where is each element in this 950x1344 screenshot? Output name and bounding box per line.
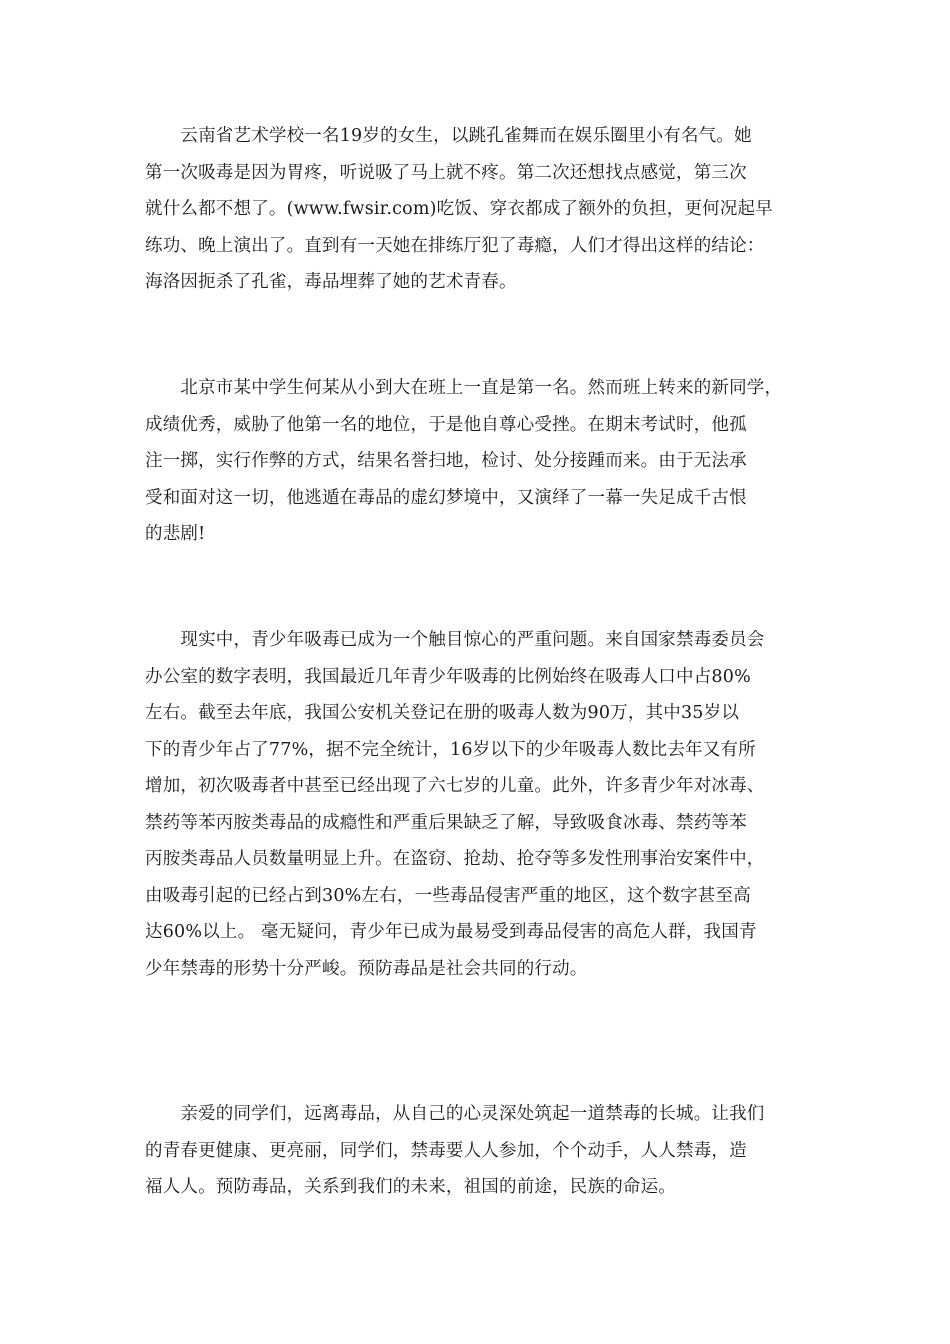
- paragraph-beijing-student: [145, 370, 805, 553]
- paragraph-line: 达60%以上。 毫无疑问，青少年已成为最易受到毒品侵害的高危人群，我国青: [145, 922, 757, 942]
- paragraph-line: 左右。截至去年底，我国公安机关登记在册的吸毒人数为90万，其中35岁以: [145, 703, 740, 723]
- paragraph-line: 现实中，青少年吸毒已成为一个触目惊心的严重问题。来自国家禁毒委员会: [145, 630, 765, 650]
- paragraph-line: 成绩优秀，威胁了他第一名的地位，于是他自尊心受挫。在期末考试时，他孤: [145, 414, 747, 435]
- paragraph-line: 海洛因扼杀了孔雀，毒品埋葬了她的艺术青春。: [145, 272, 517, 292]
- paragraph-line: 云南省艺术学校一名19岁的女生，以跳孔雀舞而在娱乐圈里小有名气。她: [145, 126, 752, 146]
- paragraph-line: 由吸毒引起的已经占到30%左右，一些毒品侵害严重的地区，这个数字甚至高: [145, 885, 751, 906]
- paragraph-appeal: [145, 1096, 805, 1206]
- paragraph-statistics: [145, 622, 805, 987]
- paragraph-line: 注一掷，实行作弊的方式，结果名誉扫地，检讨、处分接踵而来。由于无法承: [145, 451, 747, 471]
- paragraph-line: 的悲剧!: [145, 524, 206, 544]
- paragraph-line: 受和面对这一切，他逃遁在毒品的虚幻梦境中，又演绎了一幕一失足成千古恨: [145, 487, 747, 508]
- paragraph-line: 第一次吸毒是因为胃疼，听说吸了马上就不疼。第二次还想找点感觉，第三次: [145, 162, 747, 183]
- paragraph-line: 亲爱的同学们，远离毒品，从自己的心灵深处筑起一道禁毒的长城。让我们: [145, 1104, 765, 1124]
- paragraph-line: 禁药等苯丙胺类毒品的成瘾性和严重后果缺乏了解，导致吸食冰毒、禁药等苯: [145, 812, 747, 833]
- paragraph-line: 练功、晚上演出了。直到有一天她在排练厅犯了毒瘾，人们才得出这样的结论：: [145, 235, 765, 256]
- paragraph-line: 下的青少年占了77%，据不完全统计，16岁以下的少年吸毒人数比去年又有所: [145, 739, 756, 760]
- paragraph-line: 的青春更健康、更亮丽，同学们，禁毒要人人参加，个个动手，人人禁毒，造: [145, 1140, 747, 1161]
- paragraph-line: 福人人。预防毒品，关系到我们的未来，祖国的前途，民族的命运。: [145, 1177, 676, 1197]
- paragraph-line: 就什么都不想了。(www.fwsir.com)吃饭、穿衣都成了额外的负担，更何况起早: [145, 199, 773, 219]
- paragraph-yunnan-student: [145, 118, 805, 301]
- paragraph-line: 少年禁毒的形势十分严峻。预防毒品是社会共同的行动。: [145, 958, 588, 979]
- paragraph-line: 增加，初次吸毒者中甚至已经出现了六七岁的儿童。此外，许多青少年对冰毒、: [145, 776, 765, 796]
- paragraph-line: 丙胺类毒品人员数量明显上升。在盗窃、抢劫、抢夺等多发性刑事治安案件中，: [145, 849, 765, 869]
- paragraph-line: 办公室的数字表明，我国最近几年青少年吸毒的比例始终在吸毒人口中占80%: [145, 666, 751, 687]
- paragraph-line: 北京市某中学生何某从小到大在班上一直是第一名。然而班上转来的新同学，: [145, 378, 783, 398]
